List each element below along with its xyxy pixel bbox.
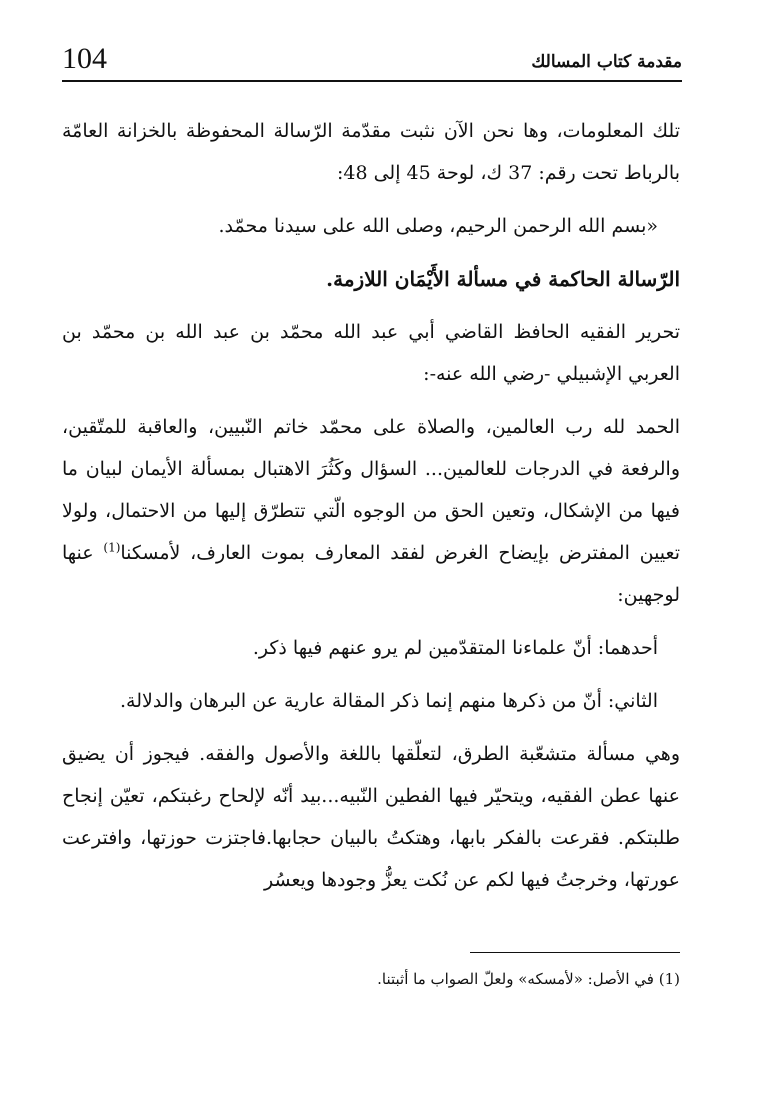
first-reason: أحدهما: أنّ علماءنا المتقدّمين لم يرو عنهم فيها ذكر. xyxy=(252,637,658,659)
hamd-text-continued: عنها لوجهين: xyxy=(62,542,680,606)
main-text xyxy=(62,110,680,912)
second-reason: الثاني: أنّ من ذكرها منهم إنما ذكر المقالة عارية عن البرهان والدلالة. xyxy=(120,690,658,712)
basmala-line: «بسم الله الرحمن الرحيم، وصلى الله على سيدنا محمّد. xyxy=(218,215,658,237)
treatise-title: الرّسالة الحاكمة في مسألة الأَيْمَان اللازمة. xyxy=(326,267,680,291)
page-header xyxy=(62,40,682,82)
hamd-paragraph xyxy=(62,406,680,616)
page-number: 104 xyxy=(62,42,107,75)
author-line: تحرير الفقيه الحافظ القاضي أبي عبد الله محمّد بن عبد الله بن محمّد بن العربي الإشبيلي -رضي الله عنه-: xyxy=(62,321,680,385)
hamd-text: الحمد لله رب العالمين، والصلاة على محمّد خاتم النّبيين، والعاقبة للمتّقين، والرفعة في الدرجات للعالمين... السؤال وكَثُرَ الاهتبال بمسألة الأيمان لبيان ما فيها من الإشكال، وتعين الحق من الوجوه الّتي تتطرّق إليها من الاحتمال، ولولا تعيين المفترض بإيضاح الغرض لفقد المعارف بموت العارف، لأمسكنا xyxy=(62,416,680,564)
footnote-divider xyxy=(470,952,680,953)
running-title: مقدمة كتاب المسالك xyxy=(531,52,682,72)
footnote: (1) في الأصل: «لأمسكه» ولعلّ الصواب ما أثبتنا. xyxy=(377,970,680,988)
footnote-marker: (1) xyxy=(103,540,121,555)
closing-paragraph: وهي مسألة متشعّبة الطرق، لتعلّقها باللغة والأصول والفقه. فيجوز أن يضيق عنها عطن الفقيه، ويتحيّر فيها الفطين النّبيه...بيد أنّه لإلحاح رغبتكم، تعيّن إنجاح طلبتكم. فقرعت بالفكر بابها، وهتكتُ بالبيان حجابها.فاجتزت حوزتها، وافترعت عورتها، وخرجتُ فيها لكم عن نُكت يعزُّ وجودها ويعسُر xyxy=(62,743,680,891)
intro-paragraph: تلك المعلومات، وها نحن الآن نثبت مقدّمة الرّسالة المحفوظة بالخزانة العامّة بالرباط تحت رقم: 37 ك، لوحة 45 إلى 48: xyxy=(62,120,680,184)
